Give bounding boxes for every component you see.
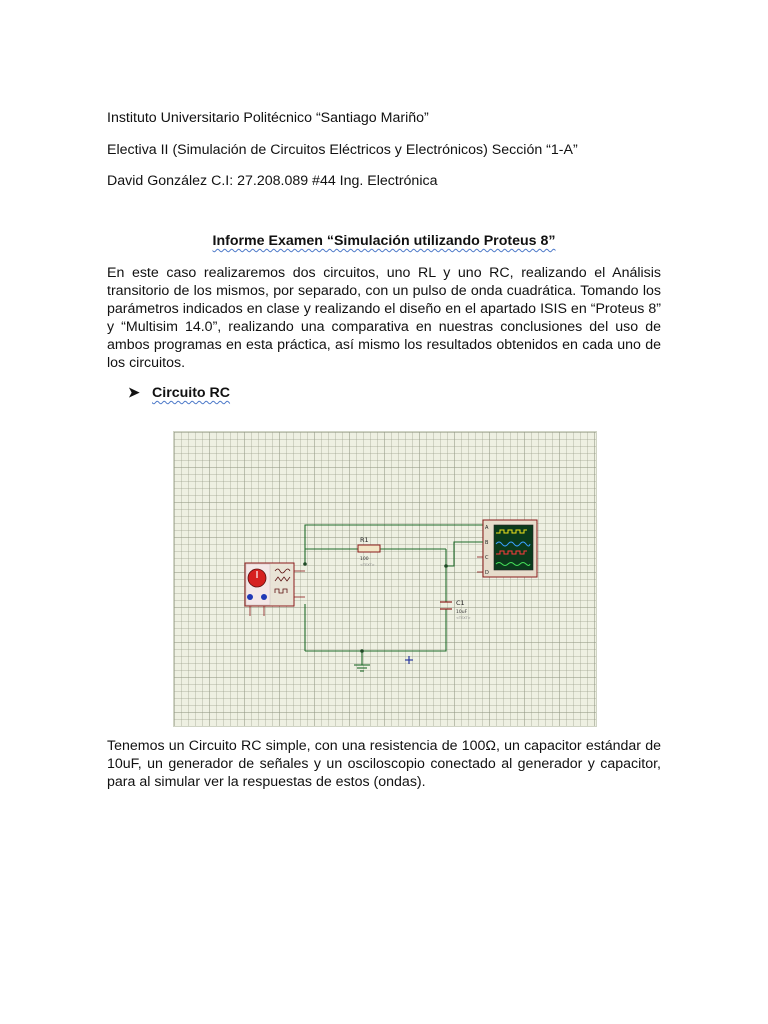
resistor-value: 100	[360, 557, 369, 562]
signal-generator	[245, 563, 305, 616]
generator-knob-icon	[261, 594, 267, 600]
scope-channel-b: B	[485, 540, 489, 546]
probe-marker-icon	[405, 656, 413, 664]
intro-paragraph: En este caso realizaremos dos circuitos, uno RL y uno RC, realizando el Análisis transitorio de los mismos, por separado, con un pulso de onda cuadrática. Tomando los parámetros indicados en clase y realizando el diseño en el apartado ISIS en “Proteus 8” y “Multisim 14.0”, realizando una comparativa en nuestras conclusiones del uso de ambos programas en esta práctica, así mismo los resultados obtenidos en cada uno de los circuitos.	[107, 265, 661, 371]
wire-c1-to-ground	[305, 609, 446, 651]
capacitor-placeholder: <TEXT>	[456, 616, 471, 620]
wires	[305, 525, 483, 665]
report-title	[107, 232, 661, 250]
wire-node-to-scope-b	[446, 542, 483, 566]
junction-dot	[444, 564, 448, 568]
scope-channel-a: A	[485, 525, 489, 531]
resistor-body	[358, 545, 380, 552]
scope-channel-d: D	[485, 570, 489, 576]
capacitor-label: C1	[456, 599, 465, 607]
schematic-canvas	[174, 432, 596, 726]
scope-channel-c: C	[485, 555, 489, 561]
resistor-placeholder: <TEXT>	[360, 563, 375, 567]
oscilloscope	[477, 520, 537, 577]
junction-dot	[303, 562, 307, 566]
resistor-label: R1	[360, 536, 369, 544]
capacitor-icon	[440, 602, 452, 609]
capacitor-value: 10uF	[456, 610, 468, 615]
description-paragraph: Tenemos un Circuito RC simple, con una resistencia de 100Ω, un capacitor estándar de 10uF, un generador de señales y un osciloscopio conectado al generador y capacitor, para al simular ver la respuestas de estos (ondas).	[107, 738, 661, 790]
section-heading	[128, 384, 230, 402]
rc-circuit-schematic	[173, 431, 597, 727]
junction-dot	[360, 649, 364, 653]
ground-icon	[354, 665, 370, 671]
report-title-text: Informe Examen “Simulación utilizando Proteus 8”	[212, 233, 556, 249]
course-line: Electiva II (Simulación de Circuitos Eléctricos y Electrónicos) Sección “1-A”	[107, 142, 578, 158]
bullet-arrow-icon: ➤	[128, 385, 140, 401]
student-line: David González C.I: 27.208.089 #44 Ing. Electrónica	[107, 173, 438, 189]
generator-knob-icon	[247, 594, 253, 600]
section-title: Circuito RC	[152, 385, 231, 401]
wire-top	[305, 525, 483, 564]
institution-line: Instituto Universitario Politécnico “Santiago Mariño”	[107, 110, 429, 126]
